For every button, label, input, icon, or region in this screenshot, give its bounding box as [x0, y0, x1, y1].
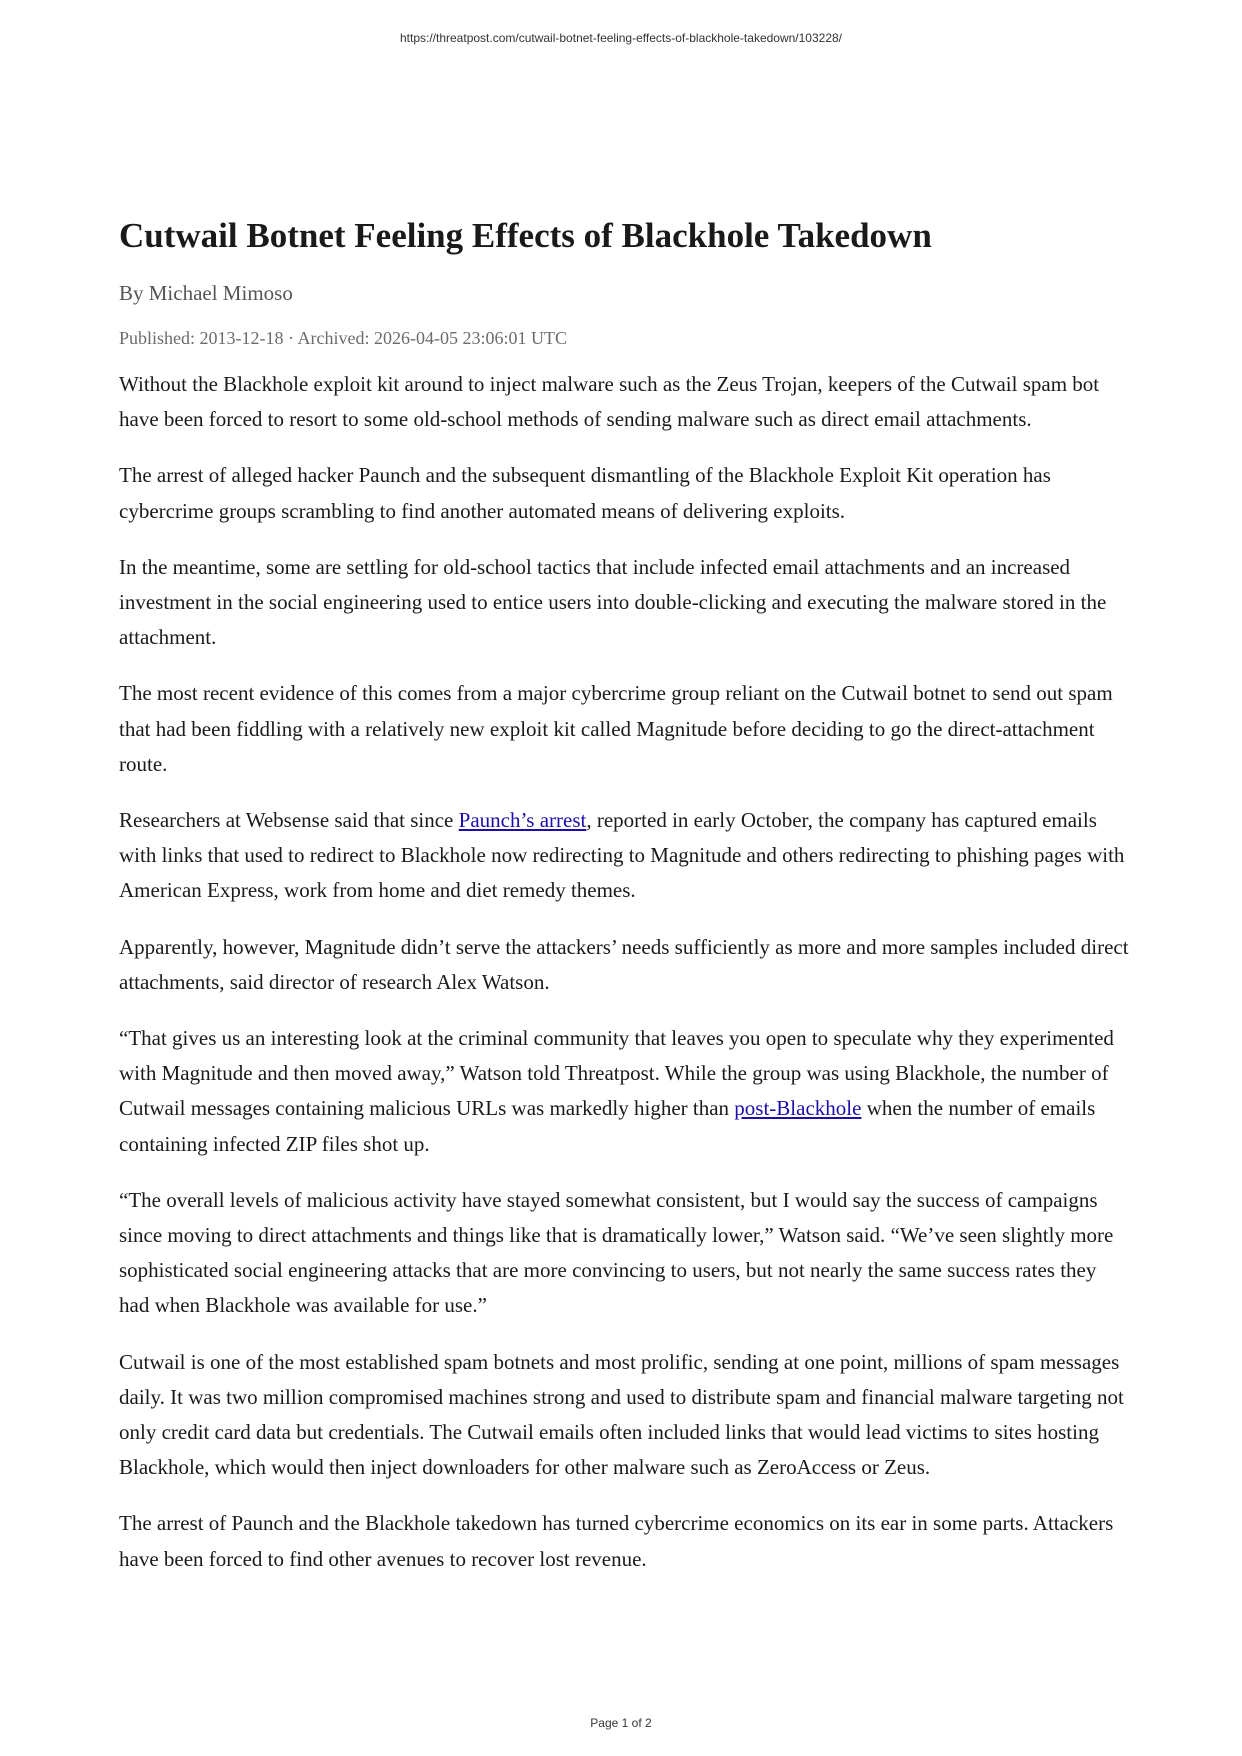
page-number: Page 1 of 2 [590, 1716, 652, 1730]
paragraph-2: The arrest of alleged hacker Paunch and the subsequent dismantling of the Blackhole Exploit Kit operation has cybercrime groups scrambling to find another automated means of delivering exploits. [119, 463, 1051, 523]
paragraph-5 [119, 803, 1129, 909]
article-title: Cutwail Botnet Feeling Effects of Blackhole Takedown [119, 216, 932, 255]
paragraph-4: The most recent evidence of this comes from a major cybercrime group reliant on the Cutwail botnet to send out spam that had been fiddling with a relatively new exploit kit called Magnitude before deciding to go the direct-attachment route. [119, 681, 1113, 776]
paragraph-1: Without the Blackhole exploit kit around to inject malware such as the Zeus Trojan, keepers of the Cutwail spam bot have been forced to resort to some old-school methods of sending malware such as direct email attachments. [119, 372, 1100, 432]
paragraph-7-text-before: “That gives us an interesting look at the criminal community that leaves you open to speculate why they experimented with Magnitude and then moved away,” Watson told Threatpost. While the group was using Blackhole, the number of Cutwail messages containing malicious URLs was markedly higher than [119, 1026, 1114, 1121]
page-url: https://threatpost.com/cutwail-botnet-feeling-effects-of-blackhole-takedown/103228/ [399, 31, 843, 45]
paragraph-5-text-before: Researchers at Websense said that since [119, 808, 459, 833]
paragraph-5-text-after: , reported in early October, the company has captured emails with links that used to redirect to Blackhole now redirecting to Magnitude and others redirecting to phishing pages with American Express, work from home and diet remedy themes. [119, 808, 1125, 903]
paragraph-8: “The overall levels of malicious activity have stayed somewhat consistent, but I would say the success of campaigns since moving to direct attachments and things like that is dramatically lower,” Watson said. “We’ve seen slightly more sophisticated social engineering attacks that are more convincing to users, but not nearly the same success rates they had when Blackhole was available for use.” [119, 1187, 1114, 1318]
paragraph-7 [119, 1021, 1129, 1162]
paragraph-7-text-after: when the number of emails containing infected ZIP files shot up. [119, 1096, 1096, 1156]
article [119, 0, 1129, 1577]
article-byline: By Michael Mimoso [119, 281, 293, 305]
post-blackhole-link[interactable]: post-Blackhole [734, 1096, 862, 1121]
paragraph-3: In the meantime, some are settling for old-school tactics that include infected email attachments and an increased investment in the social engineering used to entice users into double-clicking and executing the malware stored in the attachment. [119, 554, 1107, 650]
paragraph-6: Apparently, however, Magnitude didn’t serve the attackers’ needs sufficiently as more and more samples included direct attachments, said director of research Alex Watson. [119, 934, 1129, 994]
paragraph-9: Cutwail is one of the most established spam botnets and most prolific, sending at one point, millions of spam messages daily. It was two million compromised machines strong and used to distribute spam and financial malware targeting not only credit card data but credentials. The Cutwail emails often included links that would lead victims to sites hosting Blackhole, which would then inject downloaders for other malware such as ZeroAccess or Zeus. [119, 1349, 1124, 1480]
paragraph-10: The arrest of Paunch and the Blackhole takedown has turned cybercrime economics on its ear in some parts. Attackers have been forced to find other avenues to recover lost revenue. [119, 1511, 1114, 1571]
paunch-arrest-link[interactable]: Paunch’s arrest [458, 808, 587, 833]
article-meta: Published: 2013-12-18 · Archived: 2026-04-05 23:06:01 UTC [119, 328, 567, 348]
